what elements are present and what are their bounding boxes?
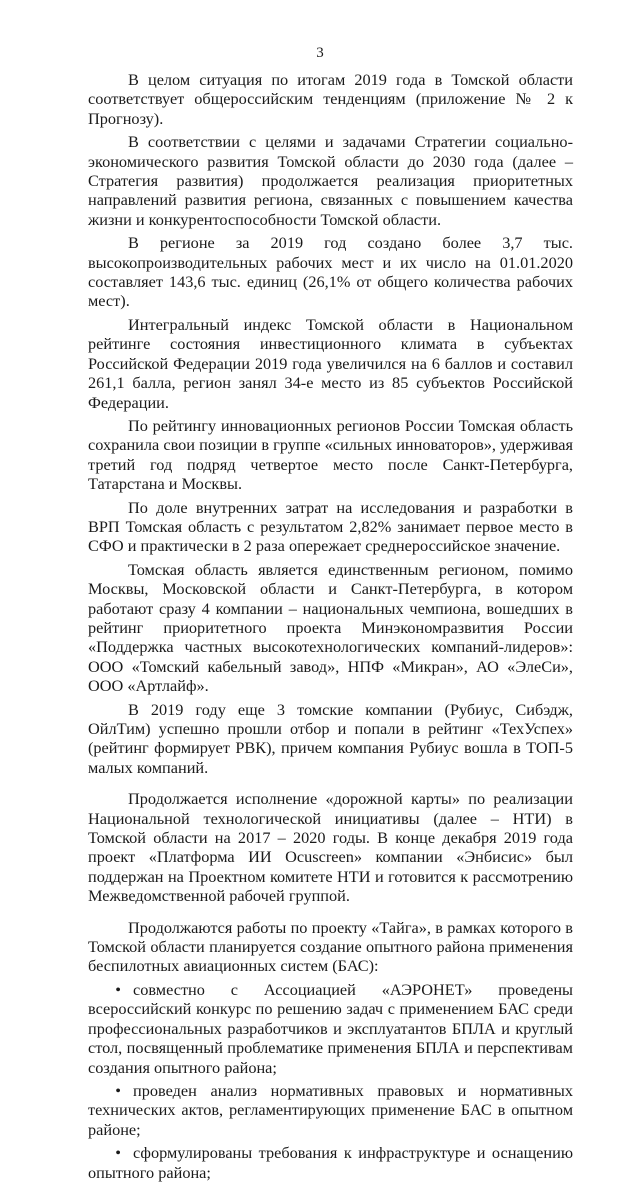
bullet-icon (88, 1143, 133, 1162)
bullet-text: сформулированы требования к инфраструктуре и оснащению опытного района; (88, 1143, 573, 1182)
paragraph-4: Интегральный индекс Томской области в Национальном рейтинге состояния инвестиционного климата в субъектах Российской Федерации 2019 года увеличился на 6 баллов и составил 261,1 балла, регион занял 34-е место из 85 субъектов Российской Федерации. (88, 314, 573, 412)
paragraph-6: По доле внутренних затрат на исследования и разработки в ВРП Томская область с результатом 2,82% занимает первое место в СФО и практически в 2 раза опережает среднероссийское значение. (88, 497, 573, 556)
paragraph-5: По рейтингу инновационных регионов России Томская область сохранила свои позиции в группе «сильных инноваторов», удерживая третий год подряд четвертое место после Санкт-Петербурга, Татарстана и Москвы. (88, 415, 573, 494)
paragraph-3: В регионе за 2019 год создано более 3,7 тыс. высокопроизводительных рабочих мест и их число на 01.01.2020 составляет 143,6 тыс. единиц (26,1% от общего количества рабочих мест). (88, 233, 573, 311)
bullet-item-1 (88, 980, 573, 1077)
page-number: 3 (316, 45, 324, 61)
paragraph-9: Продолжается исполнение «дорожной карты» по реализации Национальной технологической инициативы (далее – НТИ) в Томской области на 2017 – 2020 годы. В конце декабря 2019 года проект «Платформа ИИ Ocuscreen» компании «Энбисис» был поддержан на Проектном комитете НТИ и готовится к рассмотрению Межведомственной рабочей группой. (88, 789, 573, 906)
paragraph-10: Продолжаются работы по проекту «Тайга», в рамках которого в Томской области планируется создание опытного района применения беспилотных авиационных систем (БАС): (88, 917, 573, 976)
paragraph-8: В 2019 году еще 3 томские компании (Рубиус, Сибэдж, ОйлТим) успешно прошли отбор и попали в рейтинг «ТехУспех» (рейтинг формирует РВК), причем компания Рубиус вошла в ТОП-5 малых компаний. (88, 699, 573, 777)
paragraph-7: Томская область является единственным регионом, помимо Москвы, Московской области и Санкт-Петербурга, в котором работают сразу 4 компании – национальных чемпиона, вошедших в рейтинг приоритетного проекта Минэкономразвития России «Поддержка частных высокотехнологических компаний-лидеров»: ООО «Томский кабельный завод», НПФ «Микран», АО «ЭлеСи», ООО «Артлайф». (88, 559, 573, 696)
bullet-item-3 (88, 1143, 573, 1182)
paragraph-2: В соответствии с целями и задачами Стратегии социально-экономического развития Томской области до 2030 года (далее – Стратегия развития) продолжается реализация приоритетных направлений развития региона, связанных с повышением качества жизни и конкурентоспособности Томской области. (88, 132, 573, 229)
bullet-item-2 (88, 1081, 573, 1139)
bullet-icon (88, 1081, 133, 1100)
document-body (88, 70, 573, 1186)
bullet-text: совместно с Ассоциацией «АЭРОНЕТ» проведены всероссийский конкурс по решению задач с применением БАС среди профессиональных разработчиков и эксплуатантов БПЛА и круглый стол, посвященный проблематике применения БПЛА и перспективам создания опытного района; (88, 979, 573, 1077)
bullet-text: проведен анализ нормативных правовых и нормативных технических актов, регламентирующих применение БАС в опытном районе; (88, 1080, 573, 1139)
bullet-icon (88, 980, 133, 999)
paragraph-1: В целом ситуация по итогам 2019 года в Томской области соответствует общероссийским тенденциям (приложение № 2 к Прогнозу). (88, 70, 573, 128)
